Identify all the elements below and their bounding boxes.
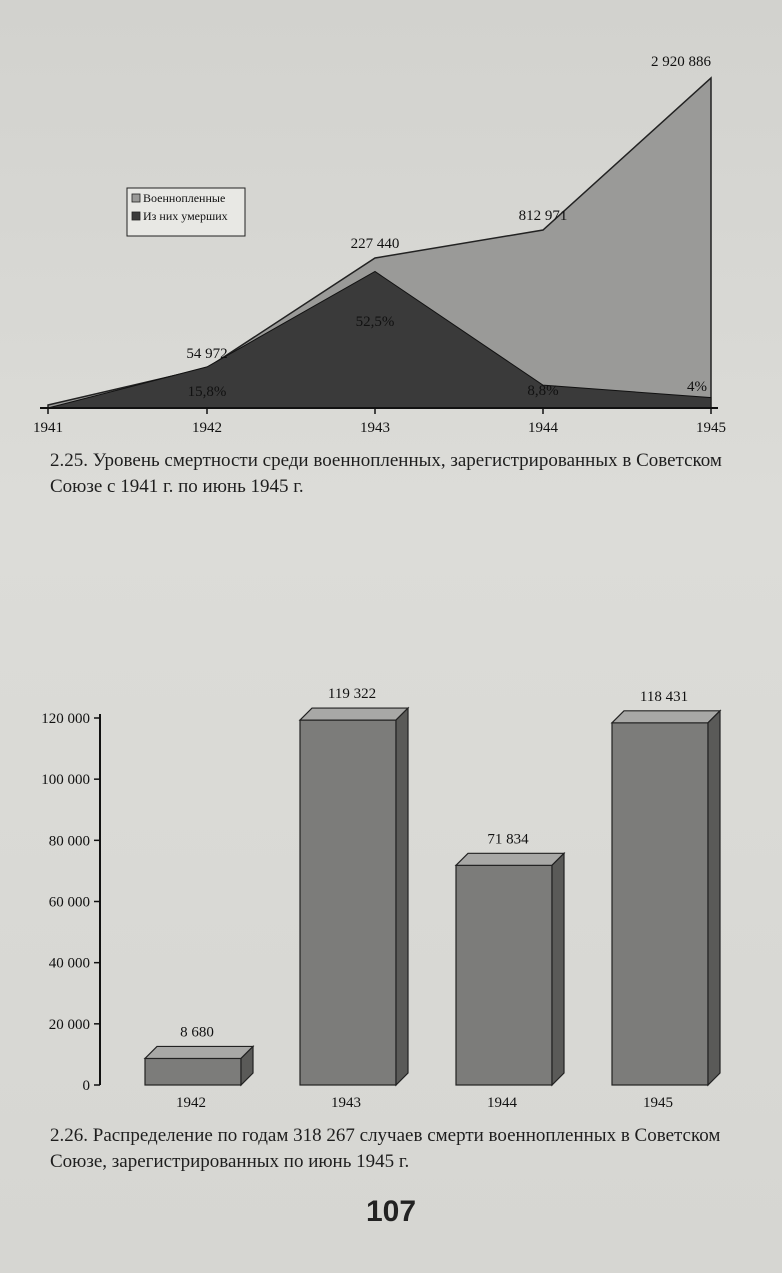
- x-tick-label: 1944: [487, 1095, 517, 1111]
- bar-top: [300, 708, 408, 720]
- figure-caption-2-26: 2.26. Распределение по годам 318 267 случаев смерти военнопленных в Советском Союзе, зарегистрированных по июнь 1945 г.: [50, 1125, 721, 1172]
- deaths-percent-label: 8,8%: [527, 383, 559, 399]
- x-tick-label: 1942: [192, 420, 222, 436]
- bar-1944: [456, 853, 564, 1085]
- bar-side: [396, 708, 408, 1085]
- bar-side: [708, 711, 720, 1085]
- bar-value-label: 118 431: [639, 688, 689, 705]
- legend: [127, 188, 245, 236]
- y-tick-label: 40 000: [48, 955, 90, 972]
- bar-top: [612, 711, 720, 723]
- bar-front: [300, 720, 396, 1085]
- y-tick-label: 0: [82, 1078, 90, 1094]
- chart-mortality-area: [0, 40, 782, 440]
- y-tick-label: 100 000: [41, 772, 90, 789]
- y-tick-label: 20 000: [48, 1016, 90, 1033]
- y-tick-label: 120 000: [41, 711, 90, 727]
- bar-front: [145, 1058, 241, 1085]
- bar-top: [456, 853, 564, 865]
- x-tick-label: 1945: [643, 1095, 673, 1111]
- x-tick-label: 1944: [528, 420, 558, 436]
- x-tick-label: 1942: [176, 1095, 206, 1111]
- legend-label-prisoners: Военнопленные: [143, 191, 226, 205]
- page-number: 107: [365, 1195, 417, 1228]
- prisoners-value-label: 54 972: [186, 346, 228, 362]
- prisoners-value-label: 2 920 886: [651, 54, 711, 70]
- x-tick-label: 1941: [33, 420, 63, 436]
- x-tick-label: 1945: [696, 420, 726, 436]
- legend-swatch-prisoners: [132, 194, 140, 202]
- deaths-percent-label: 15,8%: [187, 384, 227, 400]
- bar-top: [145, 1046, 253, 1058]
- legend-label-deaths: Из них умерших: [143, 209, 228, 223]
- prisoners-value-label: 812 971: [518, 208, 568, 224]
- bar-value-label: 8 680: [180, 1024, 214, 1041]
- figure-caption-2-25: 2.25. Уровень смертности среди военнопленных, зарегистрированных в Советском Союзе с 1941 г. по июнь 1945 г.: [50, 450, 722, 497]
- prisoners-value-label: 227 440: [350, 236, 400, 252]
- y-tick-label: 80 000: [48, 833, 90, 850]
- bar-1942: [145, 1046, 253, 1085]
- bar-1945: [612, 711, 720, 1085]
- deaths-percent-label: 52,5%: [355, 314, 395, 330]
- bar-value-label: 119 322: [327, 686, 377, 703]
- legend-swatch-deaths: [132, 212, 140, 220]
- bar-front: [456, 865, 552, 1085]
- bar-1943: [300, 708, 408, 1085]
- x-tick-label: 1943: [331, 1095, 361, 1111]
- bar-side: [552, 853, 564, 1085]
- bar-front: [612, 723, 708, 1085]
- deaths-percent-label: 4%: [687, 379, 707, 395]
- x-tick-label: 1943: [360, 420, 390, 436]
- y-tick-label: 60 000: [48, 894, 90, 911]
- chart-deaths-by-year-bar: [0, 670, 782, 1125]
- bar-value-label: 71 834: [487, 831, 529, 848]
